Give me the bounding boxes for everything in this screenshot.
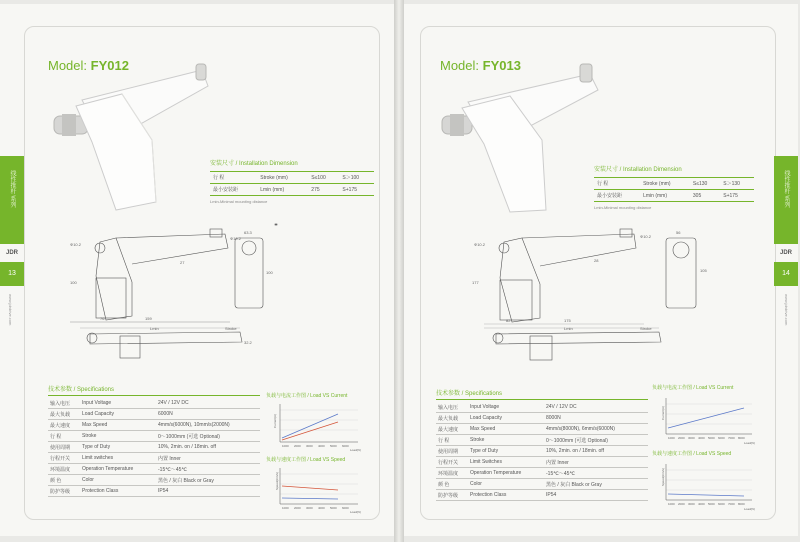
text-label: 1000: [282, 444, 289, 448]
text-label: 使用周期: [48, 442, 80, 453]
dim-label: 100: [266, 270, 273, 275]
model-code: FY013: [482, 58, 521, 73]
text-label: Model:: [48, 58, 91, 73]
text-label: Load Capacity: [80, 409, 156, 420]
text-label: 5000: [708, 436, 715, 440]
text-label: 0～1000mm (可选 Optional): [544, 435, 648, 446]
text-label: Current(A): [661, 405, 665, 420]
text-label: Load(N): [350, 510, 361, 514]
text-label: 3000: [306, 506, 313, 510]
table-row: [436, 457, 648, 468]
text-label: 10%, 2min. on / 18min. off: [544, 446, 648, 457]
dim-label: 56: [676, 230, 681, 235]
dimension-title: 安装尺寸 / Installation Dimension: [210, 161, 298, 167]
dim-label: 63.3: [244, 230, 252, 235]
text-label: 24V / 12V DC: [544, 402, 648, 413]
text-label: Type of Duty: [80, 442, 156, 453]
text-label: Stroke (mm): [257, 172, 308, 184]
text-label: 3000: [688, 502, 695, 506]
table-row: [594, 178, 754, 190]
text-label: 3000: [688, 436, 695, 440]
text-label: S＞100: [339, 172, 374, 184]
spec-title: 技术参数 / Specifications: [436, 388, 648, 400]
text-label: Speed(mm/s): [661, 467, 665, 486]
series-tab: [774, 156, 798, 244]
series-tab-label: 线性推杆 系列: [783, 170, 789, 208]
text-label: 8000: [738, 502, 745, 506]
specifications: [48, 384, 260, 497]
table-row: [48, 420, 260, 431]
text-label: Load Capacity: [468, 413, 544, 424]
lmin-label: Lmin: [564, 326, 573, 331]
text-label: Input Voltage: [80, 398, 156, 409]
text-label: Input Voltage: [468, 402, 544, 413]
dim-label: 76: [100, 316, 105, 321]
text-label: 2000: [678, 436, 685, 440]
series-tab-label: 线性推杆 系列: [9, 170, 15, 208]
text-label: Load(N): [744, 507, 755, 511]
text-label: 8000N: [544, 413, 648, 424]
table-row: [48, 453, 260, 464]
series-tab: [0, 156, 24, 244]
text-label: 使用周期: [436, 446, 468, 457]
text-label: 颜 色: [48, 475, 80, 486]
text-label: 行程开关: [48, 453, 80, 464]
graph-title: 负载与电流工作图 / Load VS Current: [266, 393, 348, 399]
graph-title: 负载与速度工作图 / Load VS Speed: [266, 457, 346, 463]
text-label: Stroke: [468, 435, 544, 446]
text-label: 6000: [718, 436, 725, 440]
text-label: 1000: [668, 436, 675, 440]
text-label: IP54: [544, 490, 648, 501]
text-label: 10%, 2min. on / 18min. off: [156, 442, 260, 453]
table-row: [436, 424, 648, 435]
text-label: Color: [468, 479, 544, 490]
table-row: [48, 475, 260, 486]
table-row: [436, 413, 648, 424]
text-label: 行 程: [436, 435, 468, 446]
text-label: 2000: [294, 506, 301, 510]
text-label: 1000: [282, 506, 289, 510]
text-label: Protection Class: [468, 490, 544, 501]
text-label: -15℃～45℃: [544, 468, 648, 479]
text-label: 8000: [738, 436, 745, 440]
dim-label: Φ10.2: [70, 242, 81, 247]
text-label: 5000: [708, 502, 715, 506]
text-label: 输入电压: [48, 398, 80, 409]
text-label: Stroke (mm): [640, 178, 690, 190]
dim-label: 27: [180, 260, 185, 265]
book-gutter: [394, 0, 404, 542]
text-label: 4000: [318, 506, 325, 510]
load-speed-graph: [652, 450, 756, 517]
text-label: Current(A): [273, 413, 277, 428]
actuator-photo: [52, 62, 212, 212]
text-label: 防护等级: [48, 486, 80, 497]
table-row: [48, 442, 260, 453]
text-label: Load(N): [744, 441, 755, 445]
spec-table: [48, 398, 260, 497]
text-label: 行程开关: [436, 457, 468, 468]
table-row: [436, 490, 648, 501]
text-label: S＞130: [720, 178, 754, 190]
text-label: 7000: [728, 436, 735, 440]
text-label: 最小安装距: [594, 190, 640, 202]
text-label: S+175: [720, 190, 754, 202]
text-label: 防护等级: [436, 490, 468, 501]
text-label: 黑色 / 灰白 Black or Gray: [156, 475, 260, 486]
dim-label: 82: [506, 318, 511, 323]
text-label: 最大负载: [436, 413, 468, 424]
page-number: 14: [774, 262, 798, 286]
table-row: [436, 402, 648, 413]
dimension-note: Lmin-Minimal mounting distance: [210, 199, 268, 204]
text-label: IP54: [156, 486, 260, 497]
dimension-table: [594, 177, 754, 202]
text-label: Limit Switches: [468, 457, 544, 468]
dim-label: Φ10.2: [474, 242, 485, 247]
text-label: 5000: [330, 506, 337, 510]
text-label: 行 程: [210, 172, 257, 184]
text-label: 5000: [330, 444, 337, 448]
text-label: 4mm/s(6000N), 10mm/s(2000N): [156, 420, 260, 431]
graph-title: 负载与速度工作图 / Load VS Speed: [652, 451, 732, 457]
dim-label: 32.2: [244, 340, 252, 345]
brand-logo: JDR: [5, 250, 18, 256]
text-label: 最大速度: [48, 420, 80, 431]
load-current-graph: [266, 392, 362, 457]
table-row: [210, 184, 374, 196]
text-label: Lmin (mm): [257, 184, 308, 196]
website-url: www.jdrdrive.com: [8, 294, 13, 326]
dimension-table: [210, 171, 374, 196]
text-label: -15℃～45℃: [156, 464, 260, 475]
lmin-label: Lmin: [150, 326, 159, 331]
website-url: www.jdrdrive.com: [784, 294, 789, 326]
dim-label: 175: [564, 318, 571, 323]
table-row: [48, 431, 260, 442]
text-label: 黑色 / 灰白 Black or Gray: [544, 479, 648, 490]
text-label: S+175: [339, 184, 374, 196]
model-code: FY012: [90, 58, 129, 73]
text-label: Color: [80, 475, 156, 486]
load-speed-graph: [266, 456, 362, 519]
installation-dimension: [594, 164, 754, 210]
brand-logo: JDR: [779, 250, 792, 256]
text-label: 4mm/s(8000N), 6mm/s(6000N): [544, 424, 648, 435]
text-label: S≤130: [690, 178, 720, 190]
text-label: 4000: [318, 444, 325, 448]
text-label: Max Speed: [468, 424, 544, 435]
actuator-photo: [440, 62, 600, 212]
text-label: 最小安装距: [210, 184, 257, 196]
table-row: [48, 486, 260, 497]
technical-drawing: [444, 226, 734, 366]
text-label: Load(N): [350, 448, 361, 452]
table-row: [48, 398, 260, 409]
text-label: Protection Class: [80, 486, 156, 497]
text-label: 6000N: [156, 409, 260, 420]
load-current-graph: [652, 384, 756, 451]
text-label: 最大负载: [48, 409, 80, 420]
text-label: 4000: [698, 502, 705, 506]
text-label: Lmin (mm): [640, 190, 690, 202]
dim-label: 177: [472, 280, 479, 285]
text-label: 6000: [342, 444, 349, 448]
left-page: [0, 4, 394, 536]
dim-label: 28: [594, 258, 599, 263]
text-label: Max Speed: [80, 420, 156, 431]
table-row: [48, 409, 260, 420]
text-label: 输入电压: [436, 402, 468, 413]
text-label: 1000: [668, 502, 675, 506]
text-label: 内置 Inner: [544, 457, 648, 468]
text-label: 行 程: [48, 431, 80, 442]
text-label: 环境温度: [48, 464, 80, 475]
table-row: [436, 446, 648, 457]
text-label: 7000: [728, 502, 735, 506]
text-label: Stroke: [80, 431, 156, 442]
table-row: [436, 468, 648, 479]
dim-label: Φ10.2: [230, 236, 241, 241]
text-label: 275: [308, 184, 339, 196]
text-label: 行 程: [594, 178, 640, 190]
dim-label: 100: [70, 280, 77, 285]
dim-label: 159: [145, 316, 152, 321]
text-label: 6000: [718, 502, 725, 506]
dim-label: 105: [700, 268, 707, 273]
table-row: [48, 464, 260, 475]
spec-table: [436, 402, 648, 501]
text-label: Model:: [440, 58, 483, 73]
text-label: Limit switches: [80, 453, 156, 464]
text-label: 305: [690, 190, 720, 202]
text-label: Type of Duty: [468, 446, 544, 457]
text-label: 最大速度: [436, 424, 468, 435]
table-row: [594, 190, 754, 202]
text-label: 4000: [698, 436, 705, 440]
spec-title: 技术参数 / Specifications: [48, 384, 260, 396]
text-label: 0～1000mm (可选 Optional): [156, 431, 260, 442]
specifications: [436, 388, 648, 501]
right-page: [404, 4, 798, 536]
table-row: [436, 479, 648, 490]
text-label: 24V / 12V DC: [156, 398, 260, 409]
text-label: 6000: [342, 506, 349, 510]
page-number: 13: [0, 262, 24, 286]
graph-title: 负载与电流工作图 / Load VS Current: [652, 385, 734, 391]
dimension-note: Lmin-Minimal mounting distance: [594, 205, 652, 210]
text-label: 环境温度: [436, 468, 468, 479]
text-label: 3000: [306, 444, 313, 448]
text-label: S≤100: [308, 172, 339, 184]
text-label: 2000: [294, 444, 301, 448]
table-row: [436, 435, 648, 446]
dimension-title: 安装尺寸 / Installation Dimension: [594, 167, 682, 173]
technical-drawing: [40, 224, 273, 364]
text-label: 内置 Inner: [156, 453, 260, 464]
stroke-label: Stroke: [640, 326, 652, 331]
text-label: Speed(mm/s): [275, 471, 279, 490]
text-label: 颜 色: [436, 479, 468, 490]
installation-dimension: [210, 158, 374, 204]
text-label: Operation Temperature: [468, 468, 544, 479]
table-row: [210, 172, 374, 184]
dim-label: Φ10.2: [640, 234, 651, 239]
stroke-label: Stroke: [225, 326, 237, 331]
text-label: 2000: [678, 502, 685, 506]
text-label: Operation Temperature: [80, 464, 156, 475]
